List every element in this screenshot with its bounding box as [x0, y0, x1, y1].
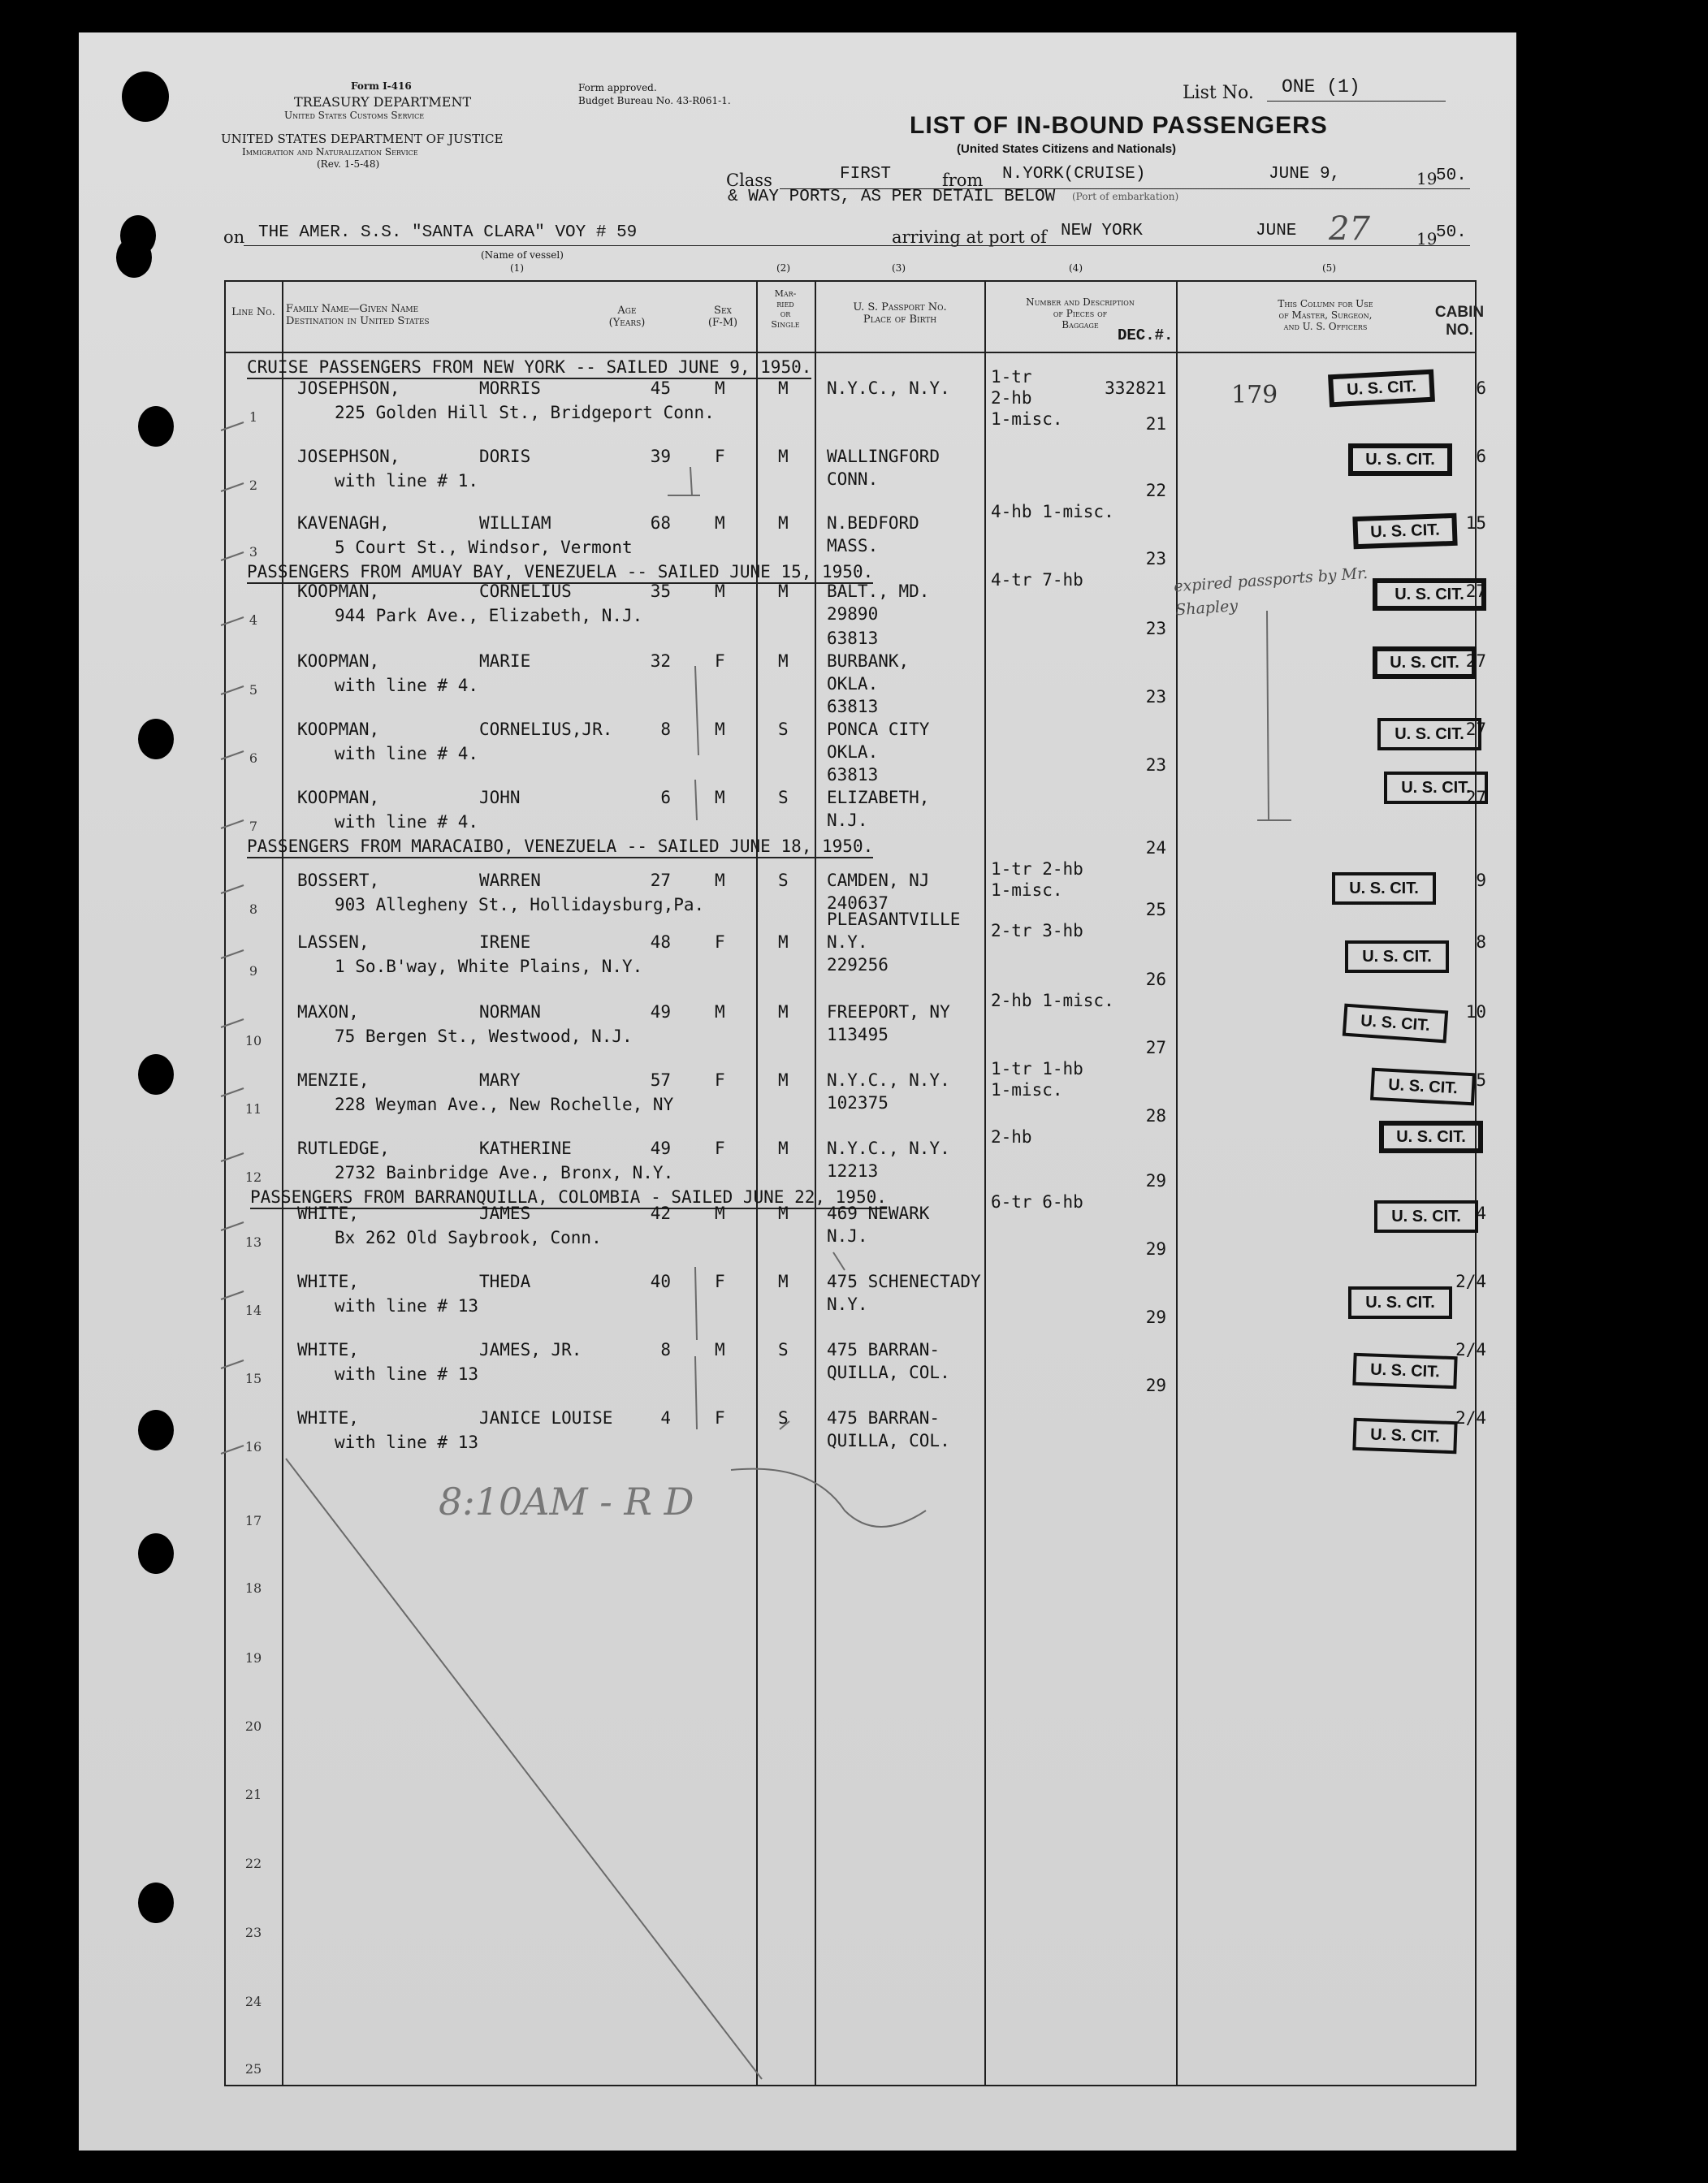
marital-status: M: [778, 378, 789, 398]
sex: F: [715, 1070, 725, 1090]
col-dec: DEC.#.: [1118, 326, 1174, 344]
family-name: RUTLEDGE,: [297, 1139, 390, 1158]
destination: with line # 13: [335, 1433, 479, 1452]
family-name: JOSEPHSON,: [297, 447, 400, 466]
punch-hole: [122, 71, 169, 122]
family-name: WHITE,: [297, 1204, 359, 1223]
line-number: 5: [249, 682, 258, 698]
destination: 75 Bergen St., Westwood, N.J.: [335, 1027, 633, 1046]
note-179: 179: [1231, 381, 1278, 409]
class-label: Class: [726, 171, 772, 190]
citizen-stamp: U. S. CIT.: [1345, 940, 1449, 973]
passport-birthplace: 475 BARRAN-: [827, 1408, 940, 1428]
age: 8: [660, 1340, 671, 1360]
passport-birthplace-2: 12213: [827, 1161, 879, 1181]
col-ref-2: (2): [776, 262, 790, 274]
page-subtitle: (United States Citizens and Nationals): [957, 142, 1177, 156]
line-number: 25: [244, 2061, 262, 2077]
declaration-number: 23: [1145, 549, 1166, 568]
passport-birthplace: WALLINGFORD: [827, 447, 940, 466]
destination: 2732 Bainbridge Ave., Bronx, N.Y.: [335, 1163, 674, 1182]
citizen-stamp: U. S. CIT.: [1352, 1353, 1457, 1389]
given-name: JANICE LOUISE: [479, 1408, 613, 1428]
marital-status: S: [778, 1408, 789, 1428]
treasury-dept: TREASURY DEPARTMENT: [294, 94, 472, 110]
page-title: LIST OF IN-BOUND PASSENGERS: [910, 112, 1328, 139]
sex: F: [715, 1139, 725, 1158]
passport-birthplace-2: MASS.: [827, 536, 879, 555]
manifest-sheet: [79, 32, 1516, 2151]
col-ref-3: (3): [892, 262, 906, 274]
arrival-year-prefix: 19: [1416, 229, 1438, 249]
line-number: 15: [244, 1371, 262, 1386]
passport-birthplace: FREEPORT, NY: [827, 1002, 950, 1022]
sex: F: [715, 1272, 725, 1291]
age: 4: [660, 1408, 671, 1428]
declaration-number: 28: [1145, 1106, 1166, 1126]
destination: 1 So.B'way, White Plains, N.Y.: [335, 957, 643, 976]
passport-birthplace: BURBANK,: [827, 651, 910, 671]
cabin-number: 2/4: [1455, 1408, 1486, 1428]
year-value: 50.: [1436, 166, 1467, 185]
cabin-number: 6: [1476, 378, 1486, 398]
declaration-number: 29: [1145, 1239, 1166, 1259]
family-name: WHITE,: [297, 1272, 359, 1291]
baggage: 4-hb 1-misc.: [991, 502, 1114, 521]
declaration-number: 27: [1145, 1038, 1166, 1057]
line-number: 2: [249, 478, 258, 493]
line-number: 4: [249, 612, 258, 628]
punch-hole: [116, 237, 152, 278]
line-number: 20: [244, 1718, 262, 1734]
declaration-number: 332821: [1105, 378, 1166, 398]
declaration-number: 29: [1145, 1308, 1166, 1327]
passport-extra: 63813: [827, 765, 879, 785]
cabin-number: 27: [1465, 581, 1486, 601]
passport-birthplace-2: 240637: [827, 893, 889, 913]
arrival-year: 50.: [1436, 223, 1467, 242]
passport-birthplace: 475 BARRAN-: [827, 1340, 940, 1360]
age: 32: [650, 651, 671, 671]
sex: F: [715, 932, 725, 952]
family-name: KOOPMAN,: [297, 581, 380, 601]
given-name: NORMAN: [479, 1002, 541, 1022]
age: 8: [660, 720, 671, 739]
list-no-label: List No.: [1183, 83, 1254, 103]
declaration-number: 26: [1145, 970, 1166, 989]
declaration-number: 23: [1145, 755, 1166, 775]
line-number: 19: [244, 1650, 262, 1666]
line-number: 18: [244, 1580, 262, 1596]
line-number: 8: [249, 901, 258, 917]
col-name: Family Name—Given Name Destination in United States: [286, 303, 430, 327]
passport-birthplace: N.BEDFORD: [827, 513, 919, 533]
col-sex: Sex (F-M): [707, 305, 738, 329]
passport-birthplace: BALT., MD.: [827, 581, 930, 601]
line-number: 7: [249, 819, 258, 834]
punch-hole: [138, 1054, 174, 1095]
sex: M: [715, 581, 725, 601]
line-number: 24: [244, 1994, 262, 2009]
cabin-number: 4: [1476, 1204, 1486, 1223]
ports-value: & WAY PORTS, AS PER DETAIL BELOW: [728, 188, 1056, 206]
passport-birthplace-2: 229256: [827, 955, 889, 975]
family-name: BOSSERT,: [297, 871, 380, 890]
family-name: KAVENAGH,: [297, 513, 390, 533]
revision: (Rev. 1-5-48): [317, 158, 380, 170]
from-date: JUNE 9,: [1269, 165, 1341, 184]
citizen-stamp: U. S. CIT.: [1348, 1286, 1452, 1319]
citizen-stamp: U. S. CIT.: [1348, 443, 1452, 476]
destination: with line # 1.: [335, 471, 479, 491]
line-number: 10: [244, 1033, 262, 1048]
destination: 228 Weyman Ave., New Rochelle, NY: [335, 1095, 674, 1114]
passport-birthplace: N.Y.C., N.Y.: [827, 1070, 950, 1090]
age: 27: [650, 871, 671, 890]
marital-status: M: [778, 1070, 789, 1090]
passport-birthplace: N.Y.: [827, 932, 868, 952]
cabin-number: 27: [1465, 651, 1486, 671]
vessel-hint: (Name of vessel): [481, 249, 564, 261]
declaration-number: 23: [1145, 687, 1166, 707]
marital-status: M: [778, 1139, 789, 1158]
passport-birthplace-2: CONN.: [827, 469, 879, 489]
passport-birthplace: CAMDEN, NJ: [827, 871, 930, 890]
given-name: IRENE: [479, 932, 531, 952]
budget-bureau: Budget Bureau No. 43-R061-1.: [578, 95, 731, 106]
from-label: from: [942, 171, 984, 190]
age: 48: [650, 932, 671, 952]
cabin-number: 9: [1476, 871, 1486, 890]
col-baggage: Number and Description of Pieces of Baggage: [1026, 296, 1135, 331]
citizen-stamp: U. S. CIT.: [1373, 646, 1477, 679]
sex: F: [715, 447, 725, 466]
given-name: WILLIAM: [479, 513, 551, 533]
col-ref-4: (4): [1069, 262, 1083, 274]
line-number: 1: [249, 409, 258, 425]
section-heading: PASSENGERS FROM BARRANQUILLA, COLOMBIA - SAILED JUNE 22, 1950.: [250, 1187, 887, 1207]
baggage: 1-tr 2-hb: [991, 859, 1083, 879]
line-number: 22: [244, 1856, 262, 1871]
punch-hole: [138, 406, 174, 447]
age: 35: [650, 581, 671, 601]
destination: with line # 4.: [335, 812, 479, 832]
col-ref-5: (5): [1322, 262, 1336, 274]
citizen-stamp: U. S. CIT.: [1328, 370, 1435, 408]
destination: 225 Golden Hill St., Bridgeport Conn.: [335, 403, 715, 422]
year-prefix: 19: [1416, 169, 1438, 188]
given-name: JAMES, JR.: [479, 1340, 582, 1360]
destination: with line # 13: [335, 1296, 479, 1316]
col-age: Age (Years): [608, 305, 646, 329]
passport-birthplace-2: N.Y.: [827, 1295, 868, 1314]
passport-birthplace: 475 SCHENECTADY: [827, 1272, 981, 1291]
section-heading: CRUISE PASSENGERS FROM NEW YORK -- SAILED JUNE 9, 1950.: [247, 357, 812, 377]
arriving-label: arriving at port of: [892, 227, 1047, 247]
class-value: FIRST: [840, 165, 892, 184]
baggage: 2-hb: [991, 388, 1032, 408]
age: 42: [650, 1204, 671, 1223]
col-officers: This Column for Use of Master, Surgeon, and U. S. Officers: [1278, 298, 1373, 332]
sex: M: [715, 788, 725, 807]
line-number: 17: [244, 1513, 262, 1528]
cabin-number: 27: [1465, 720, 1486, 739]
cabin-number: 27: [1465, 788, 1486, 807]
cabin-number: 15: [1465, 513, 1486, 533]
marital-status: S: [778, 1340, 789, 1360]
baggage: 6-tr 6-hb: [991, 1192, 1083, 1212]
col-ref-1: (1): [510, 262, 524, 274]
sex: M: [715, 1002, 725, 1022]
passport-birthplace: 469 NEWARK: [827, 1204, 930, 1223]
justice-dept: UNITED STATES DEPARTMENT OF JUSTICE: [221, 132, 504, 146]
destination: with line # 4.: [335, 744, 479, 763]
line-number: 12: [244, 1169, 262, 1185]
section-heading: PASSENGERS FROM MARACAIBO, VENEZUELA -- SAILED JUNE 18, 1950.: [247, 836, 874, 856]
family-name: KOOPMAN,: [297, 788, 380, 807]
arrival-date: JUNE: [1256, 222, 1297, 240]
ports-hint: (Port of embarkation): [1072, 191, 1179, 202]
sex: F: [715, 651, 725, 671]
age: 49: [650, 1139, 671, 1158]
age: 45: [650, 378, 671, 398]
sex: M: [715, 720, 725, 739]
cabin-number: 2/4: [1455, 1272, 1486, 1291]
marital-status: M: [778, 447, 789, 466]
baggage: 1-misc.: [991, 880, 1063, 900]
citizen-stamp: U. S. CIT.: [1352, 513, 1457, 549]
citizen-stamp: U. S. CIT.: [1343, 1004, 1448, 1044]
line-number: 9: [249, 963, 258, 979]
passport-birthplace: N.Y.C., N.Y.: [827, 1139, 950, 1158]
cabin-number: 5: [1476, 1070, 1486, 1090]
passport-birthplace-2: QUILLA, COL.: [827, 1431, 950, 1450]
destination: with line # 4.: [335, 676, 479, 695]
destination: 903 Allegheny St., Hollidaysburg,Pa.: [335, 895, 705, 914]
age: 68: [650, 513, 671, 533]
age: 6: [660, 788, 671, 807]
given-name: DORIS: [479, 447, 531, 466]
passport-birthplace-2: 29890: [827, 604, 879, 624]
given-name: CORNELIUS,JR.: [479, 720, 613, 739]
destination: with line # 13: [335, 1364, 479, 1384]
cabin-number: 10: [1465, 1002, 1486, 1022]
line-number: 21: [244, 1787, 262, 1802]
passport-birthplace: PONCA CITY: [827, 720, 930, 739]
baggage: 2-hb: [991, 1127, 1032, 1147]
on-label: on: [223, 227, 245, 247]
passport-birthplace-2: 113495: [827, 1025, 889, 1044]
marital-status: M: [778, 581, 789, 601]
marital-status: S: [778, 788, 789, 807]
baggage: 1-tr: [991, 367, 1032, 387]
family-name: LASSEN,: [297, 932, 370, 952]
section-heading: PASSENGERS FROM AMUAY BAY, VENEZUELA -- SAILED JUNE 15, 1950.: [247, 562, 874, 581]
family-name: KOOPMAN,: [297, 720, 380, 739]
citizen-stamp: U. S. CIT.: [1370, 1068, 1476, 1106]
marital-status: M: [778, 651, 789, 671]
form-number: Form I-416: [351, 80, 412, 92]
given-name: MARY: [479, 1070, 521, 1090]
family-name: MAXON,: [297, 1002, 359, 1022]
passport-birthplace-2: N.J.: [827, 1226, 868, 1246]
destination: 944 Park Ave., Elizabeth, N.J.: [335, 606, 643, 625]
citizen-stamp: U. S. CIT.: [1379, 1121, 1483, 1153]
given-name: THEDA: [479, 1272, 531, 1291]
declaration-number: 29: [1145, 1171, 1166, 1191]
arrival-port: NEW YORK: [1061, 222, 1143, 240]
col-married: Mar- ried or Single: [771, 288, 800, 330]
given-name: CORNELIUS: [479, 581, 572, 601]
baggage: 2-tr 3-hb: [991, 921, 1083, 940]
passport-extra: 63813: [827, 697, 879, 716]
declaration-number: 21: [1145, 414, 1166, 434]
citizen-stamp: U. S. CIT.: [1377, 718, 1481, 750]
baggage: 1-tr 1-hb: [991, 1059, 1083, 1079]
given-name: MORRIS: [479, 378, 541, 398]
marital-status: M: [778, 1272, 789, 1291]
line-number: 13: [244, 1234, 262, 1250]
line-number: 11: [244, 1101, 262, 1117]
col-cabin: CABIN NO.: [1434, 304, 1485, 339]
declaration-number: 22: [1145, 481, 1166, 500]
line-number: 3: [249, 544, 258, 560]
passport-extra: PLEASANTVILLE: [827, 910, 961, 929]
col-line-no: Line No.: [231, 306, 275, 318]
customs-service: United States Customs Service: [284, 110, 425, 121]
marital-status: M: [778, 513, 789, 533]
destination: Bx 262 Old Saybrook, Conn.: [335, 1228, 602, 1247]
cabin-number: 2/4: [1455, 1340, 1486, 1360]
punch-hole: [138, 1410, 174, 1450]
marital-status: M: [778, 1204, 789, 1223]
from-value: N.YORK(CRUISE): [1002, 165, 1146, 184]
punch-hole: [138, 1883, 174, 1923]
passport-birthplace-2: N.J.: [827, 811, 868, 830]
baggage: 1-misc.: [991, 409, 1063, 429]
passport-birthplace-2: OKLA.: [827, 742, 879, 762]
sex: M: [715, 378, 725, 398]
destination: 5 Court St., Windsor, Vermont: [335, 538, 633, 557]
given-name: MARIE: [479, 651, 531, 671]
cabin-number: 6: [1476, 447, 1486, 466]
line-number: 14: [244, 1303, 262, 1318]
family-name: WHITE,: [297, 1408, 359, 1428]
list-no-value: ONE (1): [1282, 76, 1360, 97]
given-name: WARREN: [479, 871, 541, 890]
citizen-stamp: U. S. CIT.: [1374, 1200, 1478, 1233]
citizen-stamp: U. S. CIT.: [1352, 1418, 1457, 1454]
col-passport: U. S. Passport No. Place of Birth: [853, 301, 947, 326]
passport-birthplace-2: OKLA.: [827, 674, 879, 694]
vessel-name: THE AMER. S.S. "SANTA CLARA" VOY # 59: [258, 223, 638, 242]
sex: M: [715, 1204, 725, 1223]
line-number: 16: [244, 1439, 262, 1455]
age: 57: [650, 1070, 671, 1090]
declaration-number: 25: [1145, 900, 1166, 919]
line-number: 23: [244, 1925, 262, 1940]
baggage: 2-hb 1-misc.: [991, 991, 1114, 1010]
punch-hole: [138, 719, 174, 759]
punch-hole: [138, 1533, 174, 1574]
family-name: MENZIE,: [297, 1070, 370, 1090]
family-name: WHITE,: [297, 1340, 359, 1360]
passport-birthplace-2: QUILLA, COL.: [827, 1363, 950, 1382]
arrival-day: 27: [1329, 210, 1370, 248]
declaration-number: 29: [1145, 1376, 1166, 1395]
given-name: JOHN: [479, 788, 521, 807]
passport-birthplace-2: 102375: [827, 1093, 889, 1113]
given-name: JAMES: [479, 1204, 531, 1223]
time-note: 8:10AM - R D: [439, 1480, 694, 1524]
cabin-number: 8: [1476, 932, 1486, 952]
baggage: 1-misc.: [991, 1080, 1063, 1100]
passport-note: expired passports by Mr. Shapley: [1173, 564, 1369, 619]
declaration-number: 23: [1145, 619, 1166, 638]
line-number: 6: [249, 750, 258, 766]
passport-birthplace: ELIZABETH,: [827, 788, 930, 807]
marital-status: S: [778, 871, 789, 890]
given-name: KATHERINE: [479, 1139, 572, 1158]
age: 49: [650, 1002, 671, 1022]
citizen-stamp: U. S. CIT.: [1373, 578, 1486, 611]
sex: F: [715, 1408, 725, 1428]
passport-extra: 63813: [827, 629, 879, 648]
marital-status: M: [778, 932, 789, 952]
sex: M: [715, 871, 725, 890]
family-name: KOOPMAN,: [297, 651, 380, 671]
marital-status: M: [778, 1002, 789, 1022]
baggage: 4-tr 7-hb: [991, 570, 1083, 590]
form-approved: Form approved.: [578, 82, 657, 93]
marital-status: S: [778, 720, 789, 739]
citizen-stamp: U. S. CIT.: [1332, 872, 1436, 905]
family-name: JOSEPHSON,: [297, 378, 400, 398]
passport-birthplace: N.Y.C., N.Y.: [827, 378, 950, 398]
age: 39: [650, 447, 671, 466]
declaration-number: 24: [1145, 838, 1166, 858]
sex: M: [715, 513, 725, 533]
age: 40: [650, 1272, 671, 1291]
sex: M: [715, 1340, 725, 1360]
ins-service: Immigration and Naturalization Service: [242, 146, 418, 158]
citizen-stamp: U. S. CIT.: [1384, 772, 1488, 804]
